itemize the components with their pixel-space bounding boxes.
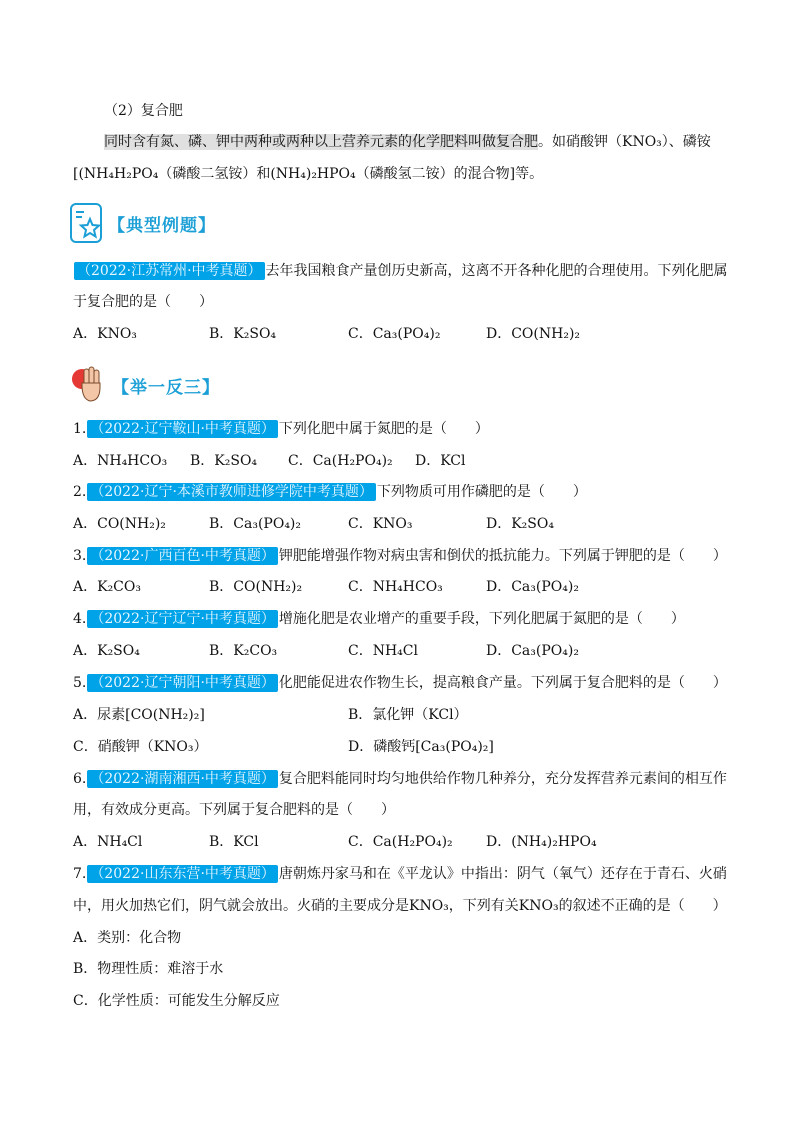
source-tag: （2022·江苏常州·中考真题） xyxy=(74,262,265,280)
source-tag: （2022·辽宁·本溪市教师进修学院中考真题） xyxy=(87,483,376,501)
option-c[interactable]: C．化学性质：可能发生分解反应 xyxy=(73,993,280,1009)
option-b[interactable]: B．氯化钾（KCl） xyxy=(348,707,468,723)
intro-line-1-rest: 。如硝酸钾（KNO₃）、磷铵 xyxy=(538,134,711,150)
source-tag: （2022·湖南湘西·中考真题） xyxy=(87,770,278,788)
option-d[interactable]: D．Ca₃(PO₄)₂ xyxy=(486,643,579,659)
question-number: 6. xyxy=(73,771,87,787)
source-tag: （2022·山东东营·中考真题） xyxy=(87,865,278,883)
intro-line-2: [(NH₄H₂PO₄（磷酸二氢铵）和(NH₄)₂HPO₄（磷酸氢二铵）的混合物]等。 xyxy=(73,166,544,182)
example-question-text: 去年我国粮食产量创历史新高，这离不开各种化肥的合理使用。下列化肥属 xyxy=(265,263,728,279)
practice-section-title: 【举一反三】 xyxy=(112,377,220,398)
question-number: 7. xyxy=(73,866,87,882)
question-1 xyxy=(73,419,489,439)
option-c[interactable]: C．Ca(H₂PO₄)₂ xyxy=(348,834,453,850)
option-d[interactable]: D．CO(NH₂)₂ xyxy=(486,326,581,342)
source-tag: （2022·辽宁鞍山·中考真题） xyxy=(87,420,278,438)
option-b[interactable]: B．K₂SO₄ xyxy=(209,326,277,342)
star-document-icon xyxy=(70,203,102,243)
option-d[interactable]: D．磷酸钙[Ca₃(PO₄)₂] xyxy=(348,739,494,755)
option-b[interactable]: B．KCl xyxy=(209,834,259,850)
section-heading: （2）复合肥 xyxy=(104,103,183,119)
question-7-line-2: 中，用火加热它们，阴气就会放出。火硝的主要成分是KNO₃，下列有关KNO₃的叙述不正确的是（ ） xyxy=(73,898,727,914)
practice-section-header xyxy=(70,362,220,408)
example-section-title: 【典型例题】 xyxy=(108,215,216,236)
question-number: 2. xyxy=(73,484,87,500)
question-text: 增施化肥是农业增产的重要手段，下列化肥属于氮肥的是（ ） xyxy=(278,611,685,627)
option-b[interactable]: B．K₂SO₄ xyxy=(190,453,258,469)
question-5 xyxy=(73,673,727,693)
source-tag: （2022·广西百色·中考真题） xyxy=(87,547,278,565)
question-number: 1. xyxy=(73,421,87,437)
example-question-line-2: 于复合肥的是（ ） xyxy=(73,294,213,310)
option-c[interactable]: C．KNO₃ xyxy=(348,516,413,532)
option-a[interactable]: A．NH₄HCO₃ xyxy=(73,453,168,469)
hand-icon xyxy=(70,365,106,405)
question-text: 钾肥能增强作物对病虫害和倒伏的抵抗能力。下列属于钾肥的是（ ） xyxy=(278,548,727,564)
option-c[interactable]: C．Ca(H₂PO₄)₂ xyxy=(288,453,393,469)
option-c[interactable]: C．NH₄Cl xyxy=(348,643,418,659)
option-b[interactable]: B．CO(NH₂)₂ xyxy=(209,579,303,595)
option-a[interactable]: A．尿素[CO(NH₂)₂] xyxy=(73,707,205,723)
question-number: 5. xyxy=(73,675,87,691)
question-3 xyxy=(73,546,727,566)
question-text: 下列物质可用作磷肥的是（ ） xyxy=(376,484,587,500)
highlighted-definition: 同时含有氮、磷、钾中两种或两种以上营养元素的化学肥料叫做复合肥 xyxy=(104,134,538,150)
option-c[interactable]: C．Ca₃(PO₄)₂ xyxy=(348,326,441,342)
question-6-line-1 xyxy=(73,769,727,789)
intro-line-1 xyxy=(104,132,711,152)
question-number: 3. xyxy=(73,548,87,564)
option-a[interactable]: A．类别：化合物 xyxy=(73,930,182,946)
option-d[interactable]: D．KCl xyxy=(415,453,466,469)
question-text: 复合肥料能同时均匀地供给作物几种养分，充分发挥营养元素间的相互作 xyxy=(278,771,727,787)
question-7-line-1 xyxy=(73,864,727,884)
option-c[interactable]: C．硝酸钾（KNO₃） xyxy=(73,739,208,755)
question-text: 唐朝炼丹家马和在《平龙认》中指出：阴气（氧气）还存在于青石、火硝 xyxy=(278,866,727,882)
option-d[interactable]: D．K₂SO₄ xyxy=(486,516,554,532)
question-number: 4. xyxy=(73,611,87,627)
option-a[interactable]: A．CO(NH₂)₂ xyxy=(73,516,166,532)
option-a[interactable]: A．K₂SO₄ xyxy=(73,643,140,659)
question-text: 下列化肥中属于氮肥的是（ ） xyxy=(278,421,489,437)
source-tag: （2022·辽宁朝阳·中考真题） xyxy=(87,674,278,692)
question-6-line-2: 用，有效成分更高。下列属于复合肥料的是（ ） xyxy=(73,802,395,818)
option-a[interactable]: A．K₂CO₃ xyxy=(73,579,141,595)
option-c[interactable]: C．NH₄HCO₃ xyxy=(348,579,443,595)
option-d[interactable]: D．Ca₃(PO₄)₂ xyxy=(486,579,579,595)
option-d[interactable]: D．(NH₄)₂HPO₄ xyxy=(486,834,597,850)
option-b[interactable]: B．Ca₃(PO₄)₂ xyxy=(209,516,302,532)
question-4 xyxy=(73,609,685,629)
source-tag: （2022·辽宁辽宁·中考真题） xyxy=(87,610,278,628)
option-b[interactable]: B．K₂CO₃ xyxy=(209,643,278,659)
option-b[interactable]: B．物理性质：难溶于水 xyxy=(73,961,224,977)
option-a[interactable]: A．KNO₃ xyxy=(73,326,137,342)
example-question-line-1 xyxy=(73,261,728,281)
question-2 xyxy=(73,482,587,502)
question-text: 化肥能促进农作物生长，提高粮食产量。下列属于复合肥料的是（ ） xyxy=(278,675,727,691)
example-section-header xyxy=(70,200,216,246)
option-a[interactable]: A．NH₄Cl xyxy=(73,834,143,850)
